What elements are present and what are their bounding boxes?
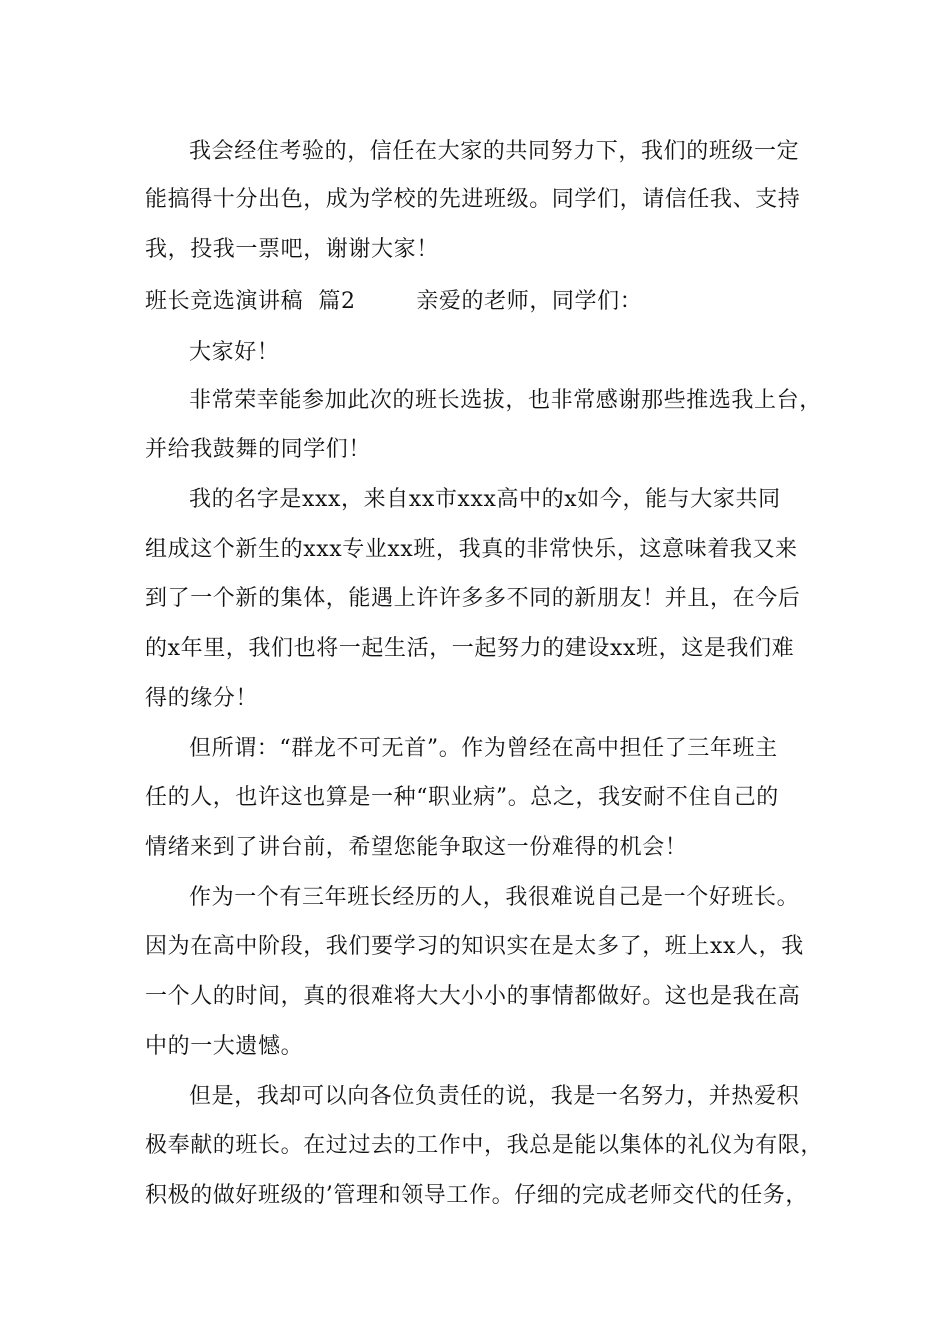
section-heading: 班长竞选演讲稿 篇2 亲爱的老师，同学们：: [145, 289, 643, 314]
text-line: 但是，我却可以向各位负责任的说，我是一名努力，并热爱积: [189, 1084, 800, 1109]
text-line: 作为一个有三年班长经历的人，我很难说自己是一个好班长。: [189, 885, 800, 910]
text-line: 到了一个新的集体，能遇上许许多多不同的新朋友！并且，在今后: [145, 586, 801, 611]
text-line: 的x年里，我们也将一起生活，一起努力的建设xx班，这是我们难: [145, 636, 795, 661]
text-line: 积极的做好班级的’管理和领导工作。仔细的完成老师交代的任务，: [145, 1183, 808, 1208]
text-line: 中的一大遗憾。: [145, 1034, 304, 1059]
text-line: 我会经住考验的，信任在大家的共同努力下，我们的班级一定: [189, 139, 800, 164]
text-line: 得的缘分！: [145, 686, 259, 711]
text-line: 并给我鼓舞的同学们！: [145, 437, 372, 462]
text-line: 非常荣幸能参加此次的班长选拔，也非常感谢那些推选我上台，: [189, 388, 822, 413]
text-line: 能搞得十分出色，成为学校的先进班级。同学们，请信任我、支持: [145, 187, 801, 212]
text-line: 一个人的时间，真的很难将大大小小的事情都做好。这也是我在高: [145, 984, 801, 1009]
text-line: 组成这个新生的xxx专业xx班，我真的非常快乐，这意味着我又来: [145, 537, 798, 562]
text-line: 任的人，也许这也算是一种“职业病”。总之，我安耐不住自己的: [145, 785, 779, 810]
text-line: 极奉献的班长。在过过去的工作中，我总是能以集体的礼仪为有限，: [145, 1133, 824, 1158]
text-line: 我，投我一票吧，谢谢大家！: [145, 237, 439, 262]
text-line: 因为在高中阶段，我们要学习的知识实在是太多了，班上xx人，我: [145, 934, 804, 959]
text-line: 但所谓：“群龙不可无首”。作为曾经在高中担任了三年班主: [189, 736, 778, 761]
text-line: 大家好！: [189, 340, 280, 365]
text-line: 我的名字是xxx，来自xx市xxx高中的x如今，能与大家共同: [189, 487, 781, 512]
text-line: 情绪来到了讲台前，希望您能争取这一份难得的机会！: [145, 835, 688, 860]
